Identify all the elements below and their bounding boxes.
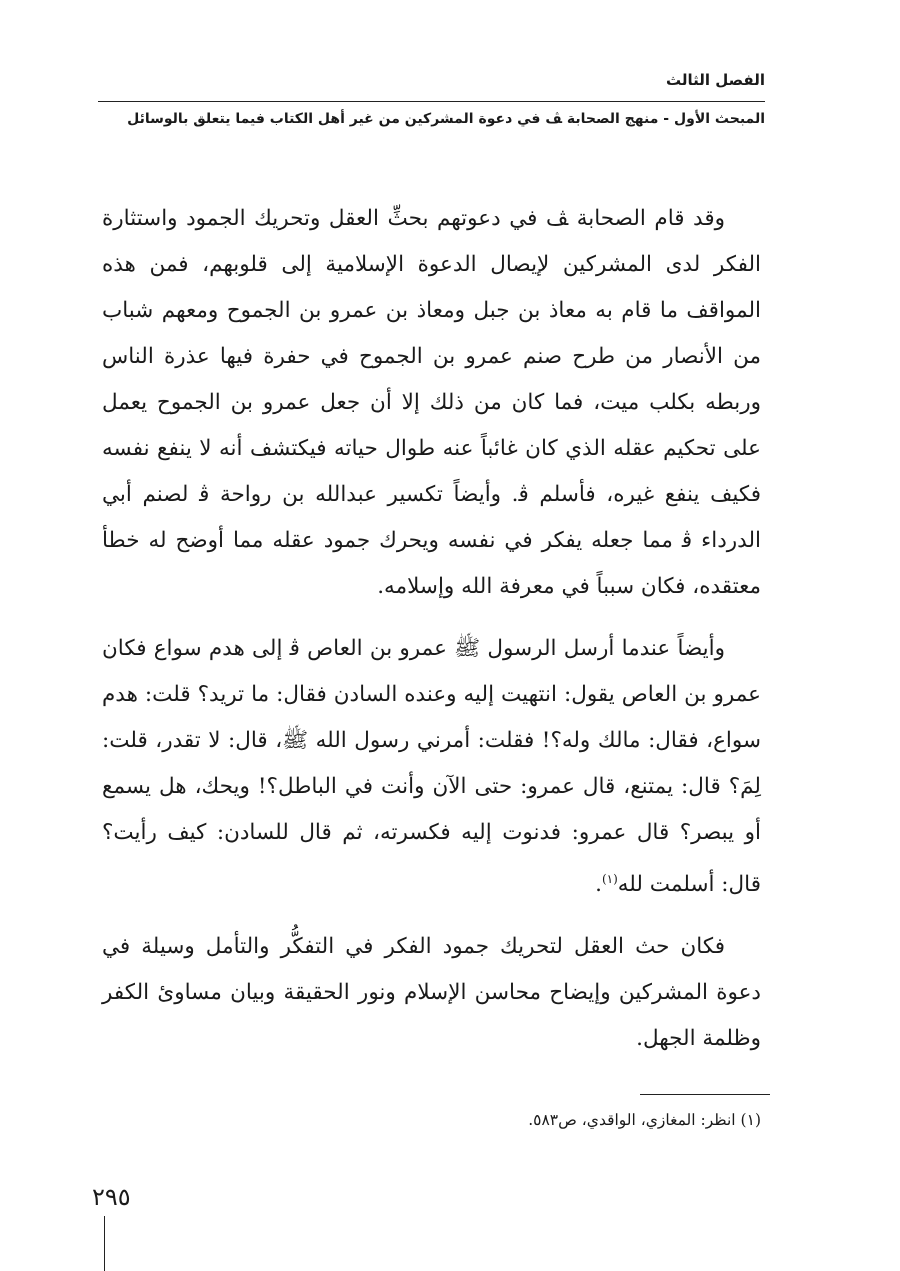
paragraph-2-text: وأيضاً عندما أرسل الرسول ﷺ عمرو بن العاص ﭬ إلى هدم سواع فكان عمرو بن العاص يقول: انتهيت إليه وعنده السادن فقال: ما تريد؟ قلت: هدم سواع، فقال: مالك وله؟! فقلت: أمرني رسول الله ﷺ، قال: لا تقدر، قلت: لِمَ؟ قال: يمتنع، قال عمرو: حتى الآن وأنت في الباطل؟! ويحك، هل يسمع أو يبصر؟ قال عمرو: فدنوت إليه فكسرته، ثم قال للسادن: كيف رأيت؟ قال: أسلمت لله [102, 636, 761, 898]
footnote-rule [640, 1094, 770, 1095]
paragraph-1-text: وقد قام الصحابة ﭫ في دعوتهم بحثِّ العقل وتحريك الجمود واستثارة الفكر لدى المشركين لإيصال الدعوة الإسلامية إلى قلوبهم، فمن هذه المواقف ما قام به معاذ بن جبل ومعاذ بن عمرو بن الجموح ومعهم شباب من الأنصار من طرح صنم عمرو بن الجموح في حفرة فيها عذرة الناس وربطه بكلب ميت، فما كان من ذلك إلا أن جعل عمرو بن الجموح يعمل على تحكيم عقله الذي كان غائباً عنه طوال حياته فيكتشف أنه لا ينفع نفسه فكيف ينفع غيره، فأسلم ﭬ. وأيضاً تكسير عبدالله بن رواحة ﭬ لصنم أبي الدرداء ﭬ مما جعله يفكر في نفسه ويحرك جمود عقله مما أوضح له خطأ معتقده، فكان سبباً في معرفة الله وإسلامه. [102, 206, 761, 599]
paragraph-2-end: . [595, 872, 602, 898]
paragraph-2 [102, 626, 761, 908]
paragraph-3 [102, 924, 761, 1062]
chapter-title: الفصل الثالث [665, 71, 765, 89]
page-header [98, 70, 765, 96]
page-number: ٢٩٥ [92, 1183, 131, 1211]
footnote-number: (١) [740, 1111, 761, 1129]
paragraph-1 [102, 196, 761, 610]
paragraph-3-text: فكان حث العقل لتحريك جمود الفكر في التفكُّر والتأمل وسيلة في دعوة المشركين وإيضاح محاسن الإسلام ونور الحقيقة وبيان مساوئ الكفر وظلمة الجهل. [102, 934, 761, 1052]
section-title: المبحث الأول - منهج الصحابة ﭫ في دعوة المشركين من غير أهل الكتاب فيما يتعلق بالوسائل [127, 111, 765, 127]
footnote-text: انظر: المغازي، الواقدي، ص٥٨٣. [528, 1111, 736, 1129]
header-rule [98, 101, 765, 102]
body-text [102, 196, 761, 1078]
footnote-reference: (١) [601, 872, 618, 886]
footnote [528, 1108, 761, 1132]
margin-line [104, 1216, 105, 1271]
